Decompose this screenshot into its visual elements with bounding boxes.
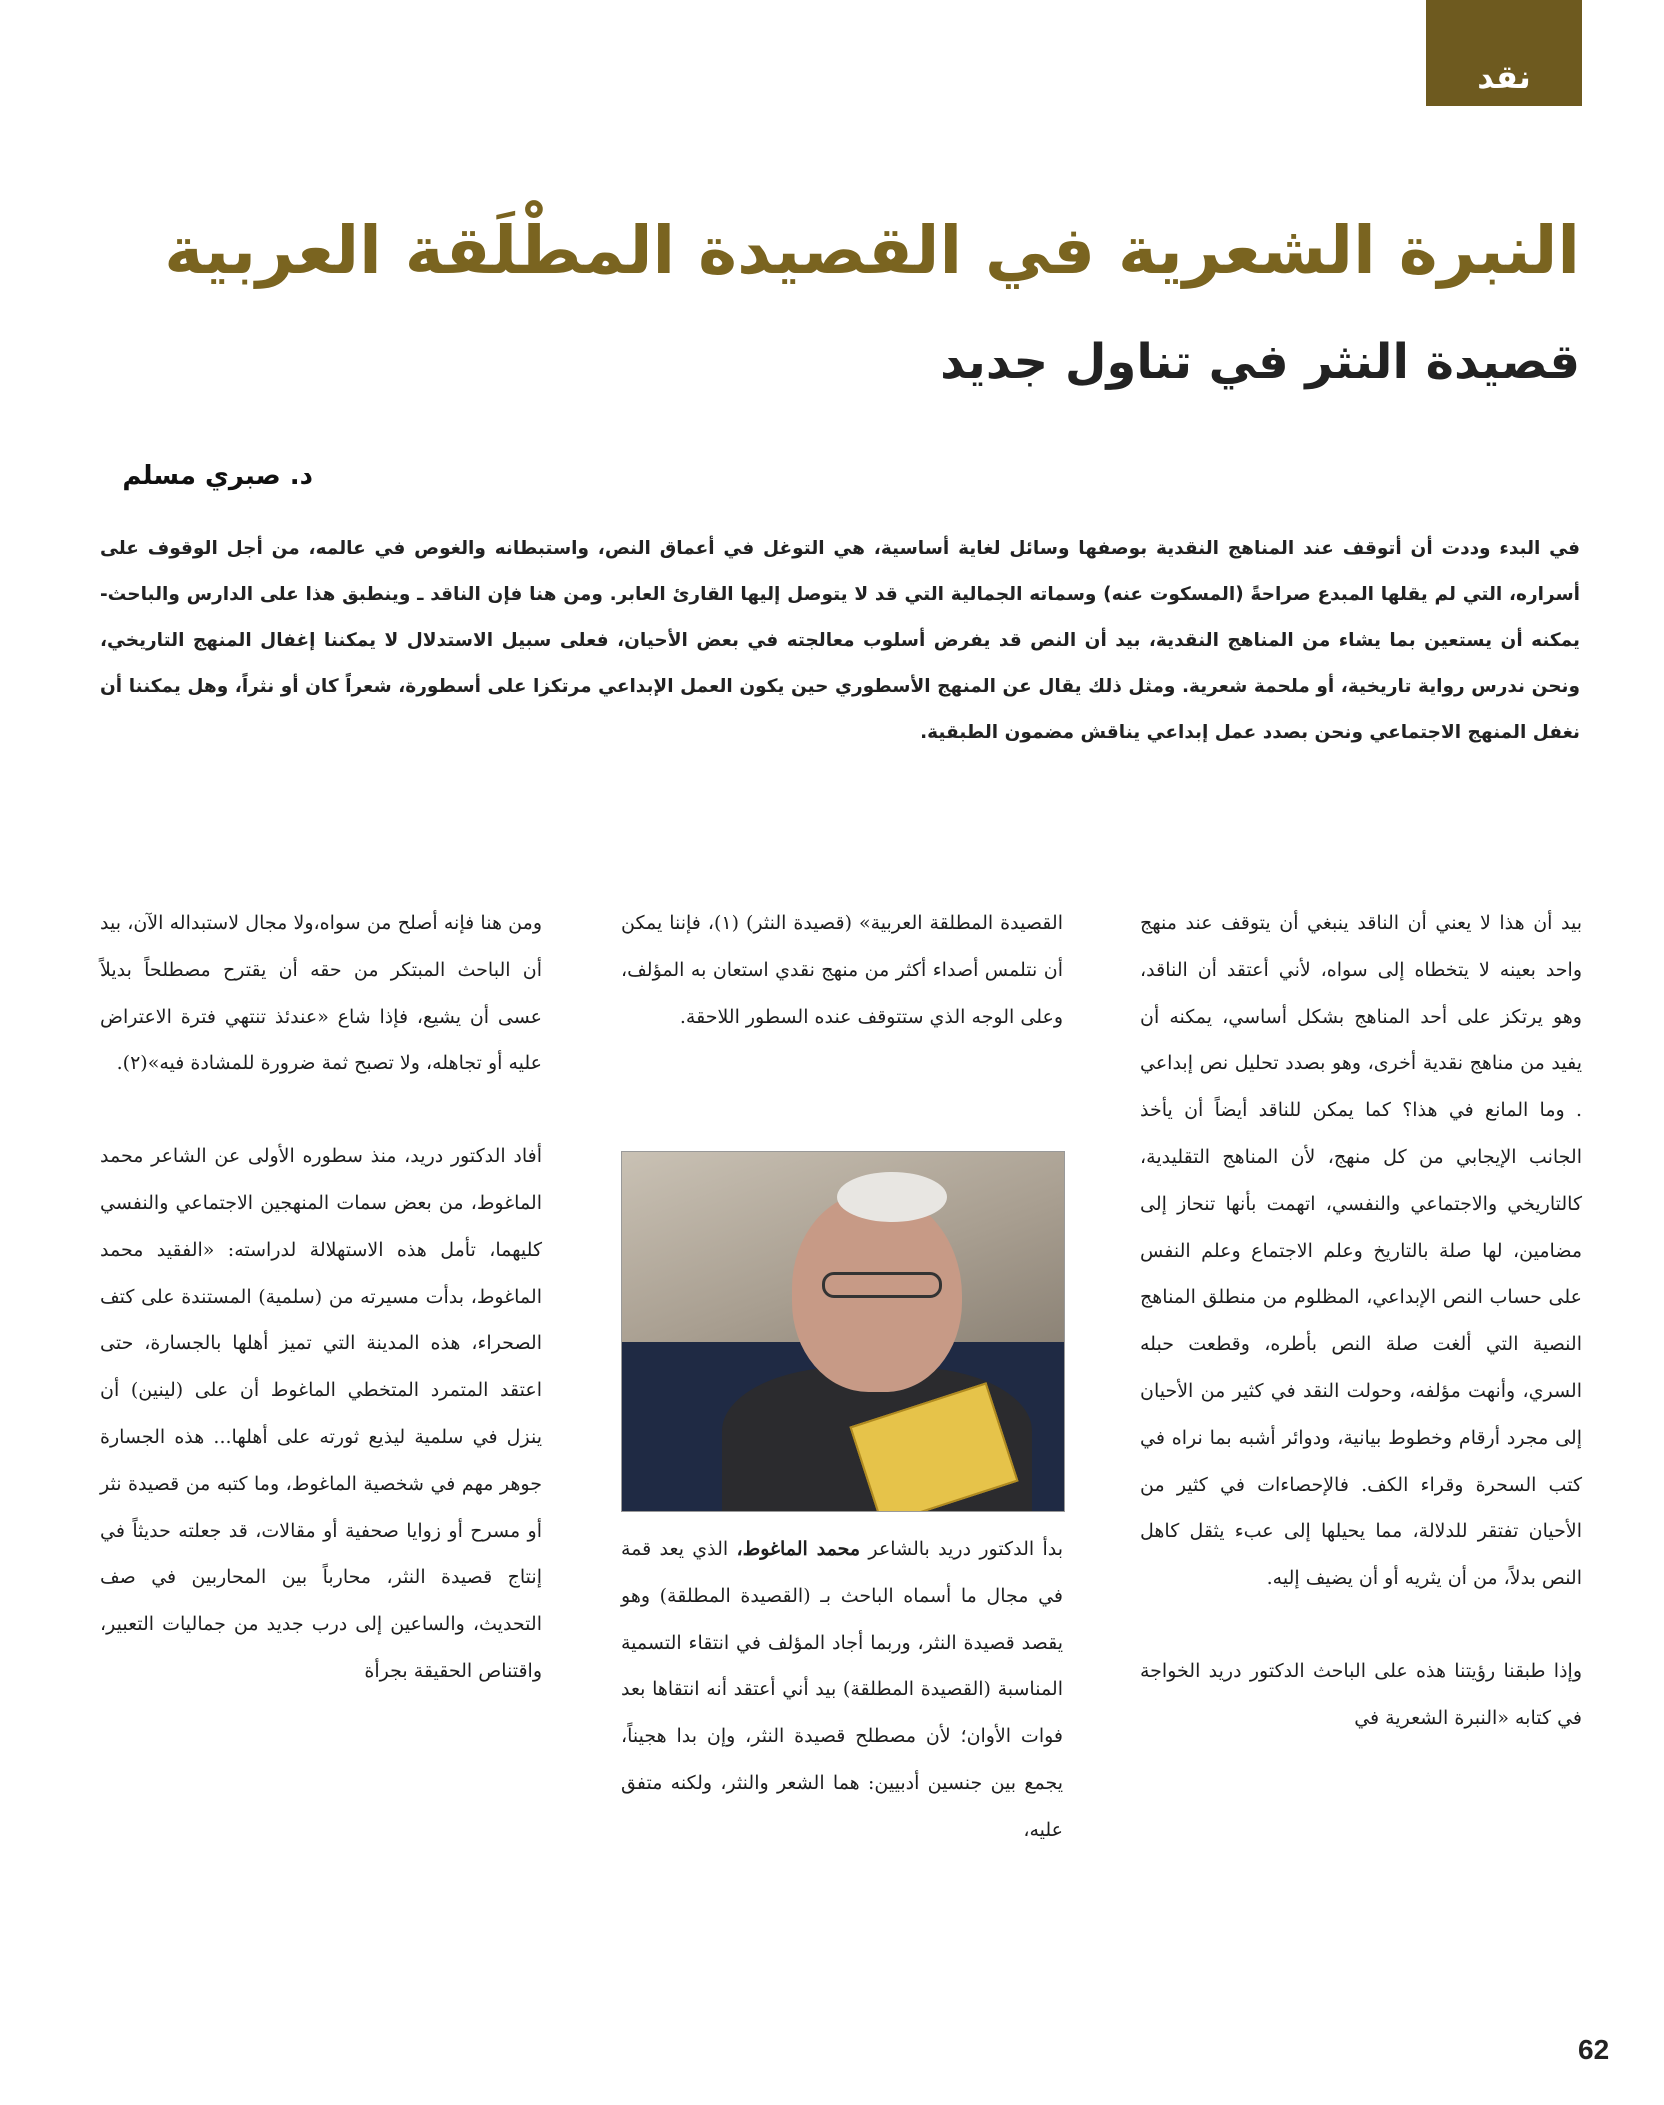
poet-name: محمد الماغوط،: [736, 1538, 861, 1560]
paragraph: ومن هنا فإنه أصلح من سواه،ولا مجال لاستبداله الآن، بيد أن الباحث المبتكر من حقه أن يقترح مصطلحاً بديلاً عسى أن يشيع، فإذا شاع «عندئذ تنتهي فترة الاعتراض عليه أو تجاهله، ولا تصبح ثمة ضرورة للمشادة فيه»(٢).: [100, 912, 542, 1075]
paragraph-rest: الذي يعد قمة في مجال ما أسماه الباحث بـ (القصيدة المطلقة) وهو يقصد قصيدة النثر، وربما أجاد المؤلف في انتقاء التسمية المناسبة (القصيدة المطلقة) بيد أني أعتقد أنه انتقاها بعد فوات الأوان؛ لأن مصطلح قصيدة النثر، وإن بدا هجيناً، يجمع بين جنسين أدبيين: هما الشعر والنثر، ولكنه متفق عليه،: [621, 1538, 1063, 1841]
article-title: النبرة الشعرية في القصيدة المطْلَقة العربية: [164, 212, 1580, 289]
paragraph: بيد أن هذا لا يعني أن الناقد ينبغي أن يتوقف عند منهج واحد بعينه لا يتخطاه إلى سواه، لأني أعتقد أن الناقد، وهو يرتكز على أحد المناهج بشكل أساسي، يمكنه أن يفيد من مناهج نقدية أخرى، وهو بصدد تحليل نص إبداعي . وما المانع في هذا؟ كما يمكن للناقد أيضاً أن يأخذ الجانب الإيجابي من كل منهج، لأن المناهج التقليدية، كالتاريخي والاجتماعي والنفسي، اتهمت بأنها تنحاز إلى مضامين، لها صلة بالتاريخ وعلم الاجتماع وعلم النفس على حساب النص الإبداعي، المظلوم من منطلق المناهج النصية التي ألغت صلة النص بأطره، وقطعت حبله السري، وأنهت مؤلفه، وحولت النقد في كثير من الأحيان إلى مجرد أرقام وخطوط بيانية، ودوائر أشبه بما نراه في كتب السحرة وقراء الكف. فالإحصاءات في كثير من الأحيان تفتقر للدلالة، مما يحيلها إلى عبء يثقل كاهل النص بدلاً، من أن يثريه أو أن يضيف إليه.: [1140, 912, 1582, 1590]
column-middle: [621, 900, 1063, 1040]
paragraph: [621, 1526, 1063, 1854]
paragraph: القصيدة المطلقة العربية» (قصيدة النثر) (١)، فإننا يمكن أن نتلمس أصداء أكثر من منهج نقدي استعان به المؤلف، وعلى الوجه الذي ستتوقف عنده السطور اللاحقة.: [621, 912, 1063, 1028]
section-tag: نقد: [1426, 0, 1582, 106]
column-left: [100, 900, 542, 1695]
column-right: [1140, 900, 1582, 1742]
portrait-photo-icon: [621, 1151, 1065, 1512]
intro-paragraph: في البدء وددت أن أتوقف عند المناهج النقدية بوصفها وسائل لغاية أساسية، هي التوغل في أعماق النص، واستبطانه والغوص في عالمه، من أجل الوقوف على أسراره، التي لم يقلها المبدع صراحةً (المسكوت عنه) وسماته الجمالية التي قد لا يتوصل إليها القارئ العابر. ومن هنا فإن الناقد ـ وينطبق هذا على الدارس والباحث- يمكنه أن يستعين بما يشاء من المناهج النقدية، بيد أن النص قد يفرض أسلوب معالجته في بعض الأحيان، فعلى سبيل الاستدلال لا يمكننا إغفال المنهج التاريخي، ونحن ندرس رواية تاريخية، أو ملحمة شعرية. ومثل ذلك يقال عن المنهج الأسطوري حين يكون العمل الإبداعي مرتكزا على أسطورة، شعراً كان أو نثراً، وهل يمكننا أن نغفل المنهج الاجتماعي ونحن بصدد عمل إبداعي يناقش مضمون الطبقية.: [100, 538, 1580, 743]
paragraph: أفاد الدكتور دريد، منذ سطوره الأولى عن الشاعر محمد الماغوط، من بعض سمات المنهجين الاجتماعي والنفسي كليهما، تأمل هذه الاستهلالة لدراسته: «الفقيد محمد الماغوط، بدأت مسيرته من (سلمية) المستندة على كتف الصحراء، هذه المدينة التي تميز أهلها بالجسارة، حتى اعتقد المتمرد المتخطي الماغوط أن على (لينين) أن ينزل في سلمية ليذيع ثورته على أهلها... هذه الجسارة جوهر مهم في شخصية الماغوط، وما كتبه من قصيدة نثر أو مسرح أو زوايا صحفية أو مقالات، قد جعلته حديثاً في إنتاج قصيدة النثر، محارباً بين المحاربين في صف التحديث، والساعين إلى درب جديد من جماليات التعبير، واقتناص الحقيقة بجرأة: [100, 1145, 542, 1682]
page-number: 62: [1578, 2034, 1610, 2065]
article-subtitle: قصيدة النثر في تناول جديد: [940, 334, 1580, 390]
paragraph-start: بدأ الدكتور دريد بالشاعر: [860, 1538, 1063, 1560]
column-middle-lower: [621, 1526, 1063, 1854]
paragraph: وإذا طبقنا رؤيتنا هذه على الباحث الدكتور دريد الخواجة في كتابه «النبرة الشعرية في: [1140, 1659, 1582, 1729]
author-name: د. صبري مسلم: [122, 461, 313, 491]
